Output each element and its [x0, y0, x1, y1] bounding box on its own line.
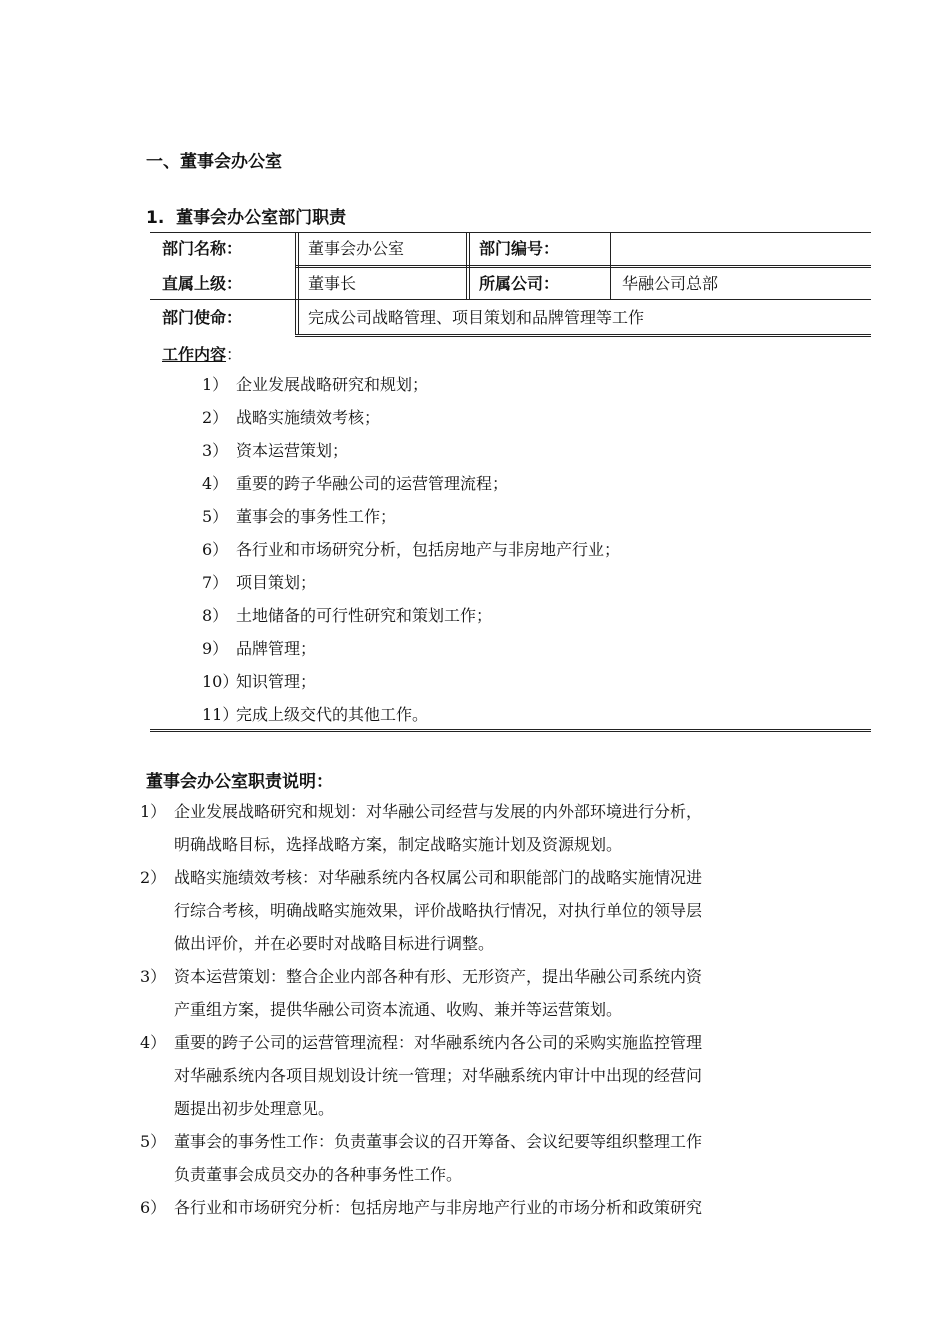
- list-item-number: 3）: [202, 441, 229, 460]
- list-item: [202, 471, 620, 504]
- mission-label: 部门使命：: [162, 308, 243, 327]
- company-value: 华融公司总部: [622, 274, 719, 293]
- description-item-line: 各行业和市场研究分析：包括房地产与非房地产行业的市场分析和政策研究: [174, 1198, 703, 1217]
- description-item-line: 产重组方案，提供华融公司资本流通、收购、兼并等运营策划。: [174, 1000, 623, 1019]
- table-rule-top: [150, 232, 871, 233]
- dept-name-value: 董事会办公室: [308, 239, 405, 258]
- table-col-divider-1b: [298, 232, 299, 335]
- description-list: [140, 795, 820, 1224]
- description-item-line: 董事会的事务性工作：负责董事会议的召开筹备、会议纪要等组织整理工作: [174, 1132, 703, 1151]
- table-col-divider-3: [610, 232, 611, 300]
- description-item-number: 6）: [140, 1198, 167, 1217]
- description-item-number: 1）: [140, 802, 167, 821]
- work-content-title: [162, 342, 242, 365]
- table-col-divider-2: [466, 232, 467, 300]
- list-item: [202, 504, 620, 537]
- description-item: [140, 1191, 820, 1224]
- superior-value: 董事长: [308, 274, 357, 293]
- list-item: [202, 438, 620, 471]
- list-item: [202, 537, 620, 570]
- table-rule-2: [150, 299, 871, 300]
- table-rule-3: [295, 334, 871, 337]
- table-col-divider-1: [295, 232, 296, 335]
- section-heading: 一、董事会办公室: [146, 152, 282, 172]
- description-item-number: 3）: [140, 967, 167, 986]
- description-item-line: 企业发展战略研究和规划：对华融公司经营与发展的内外部环境进行分析，: [174, 802, 703, 821]
- list-item: [202, 669, 620, 702]
- list-item-text: 知识管理；: [236, 672, 317, 691]
- list-item-number: 11）: [202, 705, 239, 724]
- list-item-text: 董事会的事务性工作；: [236, 507, 397, 526]
- list-item-number: 7）: [202, 573, 229, 592]
- list-item-number: 2）: [202, 408, 229, 427]
- mission-value: 完成公司战略管理、项目策划和品牌管理等工作: [308, 308, 645, 327]
- description-item-line: 明确战略目标，选择战略方案，制定战略实施计划及资源规划。: [174, 835, 623, 854]
- description-item-line: 战略实施绩效考核：对华融系统内各权属公司和职能部门的战略实施情况进: [174, 868, 703, 887]
- list-item-text: 品牌管理；: [236, 639, 317, 658]
- list-item-text: 重要的跨子华融公司的运营管理流程；: [236, 474, 509, 493]
- list-item: [202, 603, 620, 636]
- list-item-text: 企业发展战略研究和规划；: [236, 375, 429, 394]
- description-title: 董事会办公室职责说明：: [146, 772, 333, 792]
- superior-label: 直属上级：: [162, 274, 243, 293]
- work-content-title-text: 工作内容: [162, 345, 227, 364]
- work-content-title-colon: ：: [226, 345, 243, 364]
- list-item: [202, 372, 620, 405]
- list-item-number: 8）: [202, 606, 229, 625]
- list-item-text: 土地储备的可行性研究和策划工作；: [236, 606, 493, 625]
- description-item: [140, 960, 820, 1026]
- description-item: [140, 1125, 820, 1191]
- list-item: [202, 405, 620, 438]
- list-item-number: 5）: [202, 507, 229, 526]
- description-item-line: 负责董事会成员交办的各种事务性工作。: [174, 1165, 463, 1184]
- description-item-line: 资本运营策划：整合企业内部各种有形、无形资产，提出华融公司系统内资: [174, 967, 703, 986]
- list-item-number: 10）: [202, 672, 239, 691]
- list-item-number: 4）: [202, 474, 229, 493]
- company-label: 所属公司：: [479, 274, 560, 293]
- description-item-line: 题提出初步处理意见。: [174, 1099, 335, 1118]
- description-item-line: 行综合考核，明确战略实施效果，评价战略执行情况，对执行单位的领导层: [174, 901, 703, 920]
- work-content-list: [202, 372, 620, 735]
- list-item: [202, 570, 620, 603]
- list-item-text: 战略实施绩效考核；: [236, 408, 381, 427]
- dept-name-label: 部门名称：: [162, 239, 243, 258]
- description-item: [140, 861, 820, 960]
- list-item-text: 项目策划；: [236, 573, 317, 592]
- description-item: [140, 1026, 820, 1125]
- description-item: [140, 795, 820, 861]
- list-item-number: 9）: [202, 639, 229, 658]
- description-item-line: 对华融系统内各项目规划设计统一管理；对华融系统内审计中出现的经营问: [174, 1066, 703, 1085]
- subsection-heading: 1. 董事会办公室部门职责: [146, 208, 347, 228]
- list-item-number: 1）: [202, 375, 229, 394]
- description-item-number: 2）: [140, 868, 167, 887]
- list-item: [202, 636, 620, 669]
- list-item: [202, 702, 620, 735]
- list-item-text: 各行业和市场研究分析，包括房地产与非房地产行业；: [236, 540, 621, 559]
- description-item-line: 重要的跨子公司的运营管理流程：对华融系统内各公司的采购实施监控管理: [174, 1033, 703, 1052]
- table-col-divider-2b: [469, 232, 470, 300]
- dept-code-label: 部门编号：: [479, 239, 560, 258]
- description-item-number: 5）: [140, 1132, 167, 1151]
- table-rule-1: [295, 265, 871, 268]
- description-item-number: 4）: [140, 1033, 167, 1052]
- list-item-text: 资本运营策划；: [236, 441, 349, 460]
- description-item-line: 做出评价，并在必要时对战略目标进行调整。: [174, 934, 495, 953]
- list-item-number: 6）: [202, 540, 229, 559]
- list-item-text: 完成上级交代的其他工作。: [236, 705, 429, 724]
